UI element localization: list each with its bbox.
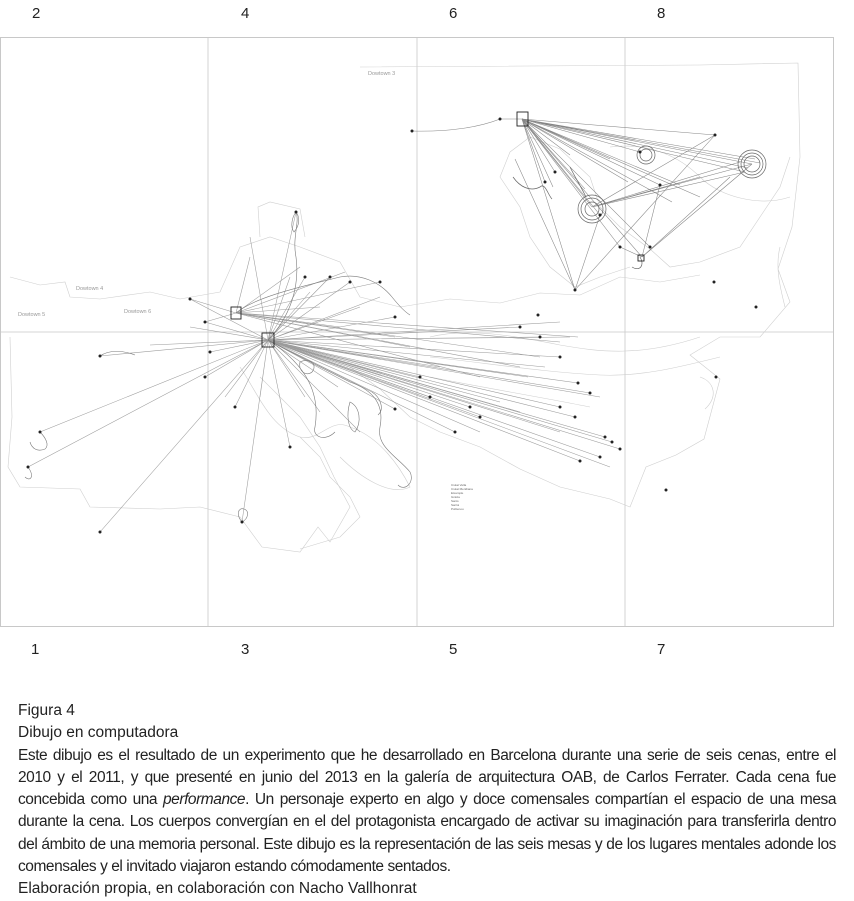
- node-markers: [27, 118, 758, 534]
- legend-line-2: Ciutat Meridiana: [451, 487, 473, 491]
- hub-connections-east: [412, 119, 760, 290]
- figure-label: Figura 4: [18, 702, 75, 719]
- legend-line-4: Gràcia: [451, 495, 460, 499]
- grid-number-bottom-4: 7: [657, 641, 666, 658]
- description-part-1: Este dibujo es el resultado de un experimento que he desarrollado en Barcelona durante una serie de seis cenas, entre el 2010 y el 2011, y que presenté en junio del 2013 en la galería de arquitectura OAB, de Carlos Ferrater. Cada cena fue concebida como una: [18, 746, 836, 809]
- grid-number-bottom-1: 1: [31, 641, 40, 658]
- figure-subtitle: Dibujo en computadora: [18, 724, 179, 742]
- legend: [451, 483, 473, 511]
- legend-line-7: Poblenou: [451, 507, 464, 511]
- grid-number-top-3: 6: [449, 5, 458, 22]
- zone-label-3: Dowtown 3: [368, 71, 396, 77]
- zone-label-6: Dowtown 6: [124, 309, 152, 315]
- legend-line-6: Sarrià: [451, 503, 460, 507]
- drawing-grid: [0, 37, 834, 627]
- legend-line-1: Ciutat Vella: [451, 483, 467, 487]
- description-emphasis: performance: [163, 791, 246, 809]
- grid-number-bottom-2: 3: [241, 641, 250, 658]
- map-outline: [8, 63, 800, 552]
- legend-line-3: Eixample: [451, 491, 464, 495]
- grid-number-top-4: 8: [657, 5, 666, 22]
- hub-connections-west: [28, 212, 620, 532]
- zone-label-4: Dowtown 4: [76, 286, 104, 292]
- network-drawing: [0, 37, 834, 627]
- figure-caption: [18, 700, 836, 901]
- grid-number-top-1: 2: [32, 5, 41, 22]
- zone-label-5: Dowtown 5: [18, 312, 46, 318]
- legend-line-5: Sants: [451, 499, 459, 503]
- grid-number-bottom-3: 5: [449, 641, 458, 658]
- figure-credit: Elaboración propia, en colaboración con Nacho Vallhonrat: [18, 880, 417, 898]
- description-part-2: . Un personaje experto en algo y doce comensales compartían el espacio de una mesa durante la cena. Los cuerpos convergían en el del protagonista encargado de activar su imaginación para transferirla dentro del ámbito de una memoria personal. Este dibujo es la representación de las seis mesas y de los lugares mentales adonde los comensales y el invitado viajaron estando cómodamente sentados.: [18, 791, 836, 876]
- grid-number-top-2: 4: [241, 5, 250, 22]
- loops-east: [513, 146, 766, 269]
- figure-description: [18, 745, 836, 879]
